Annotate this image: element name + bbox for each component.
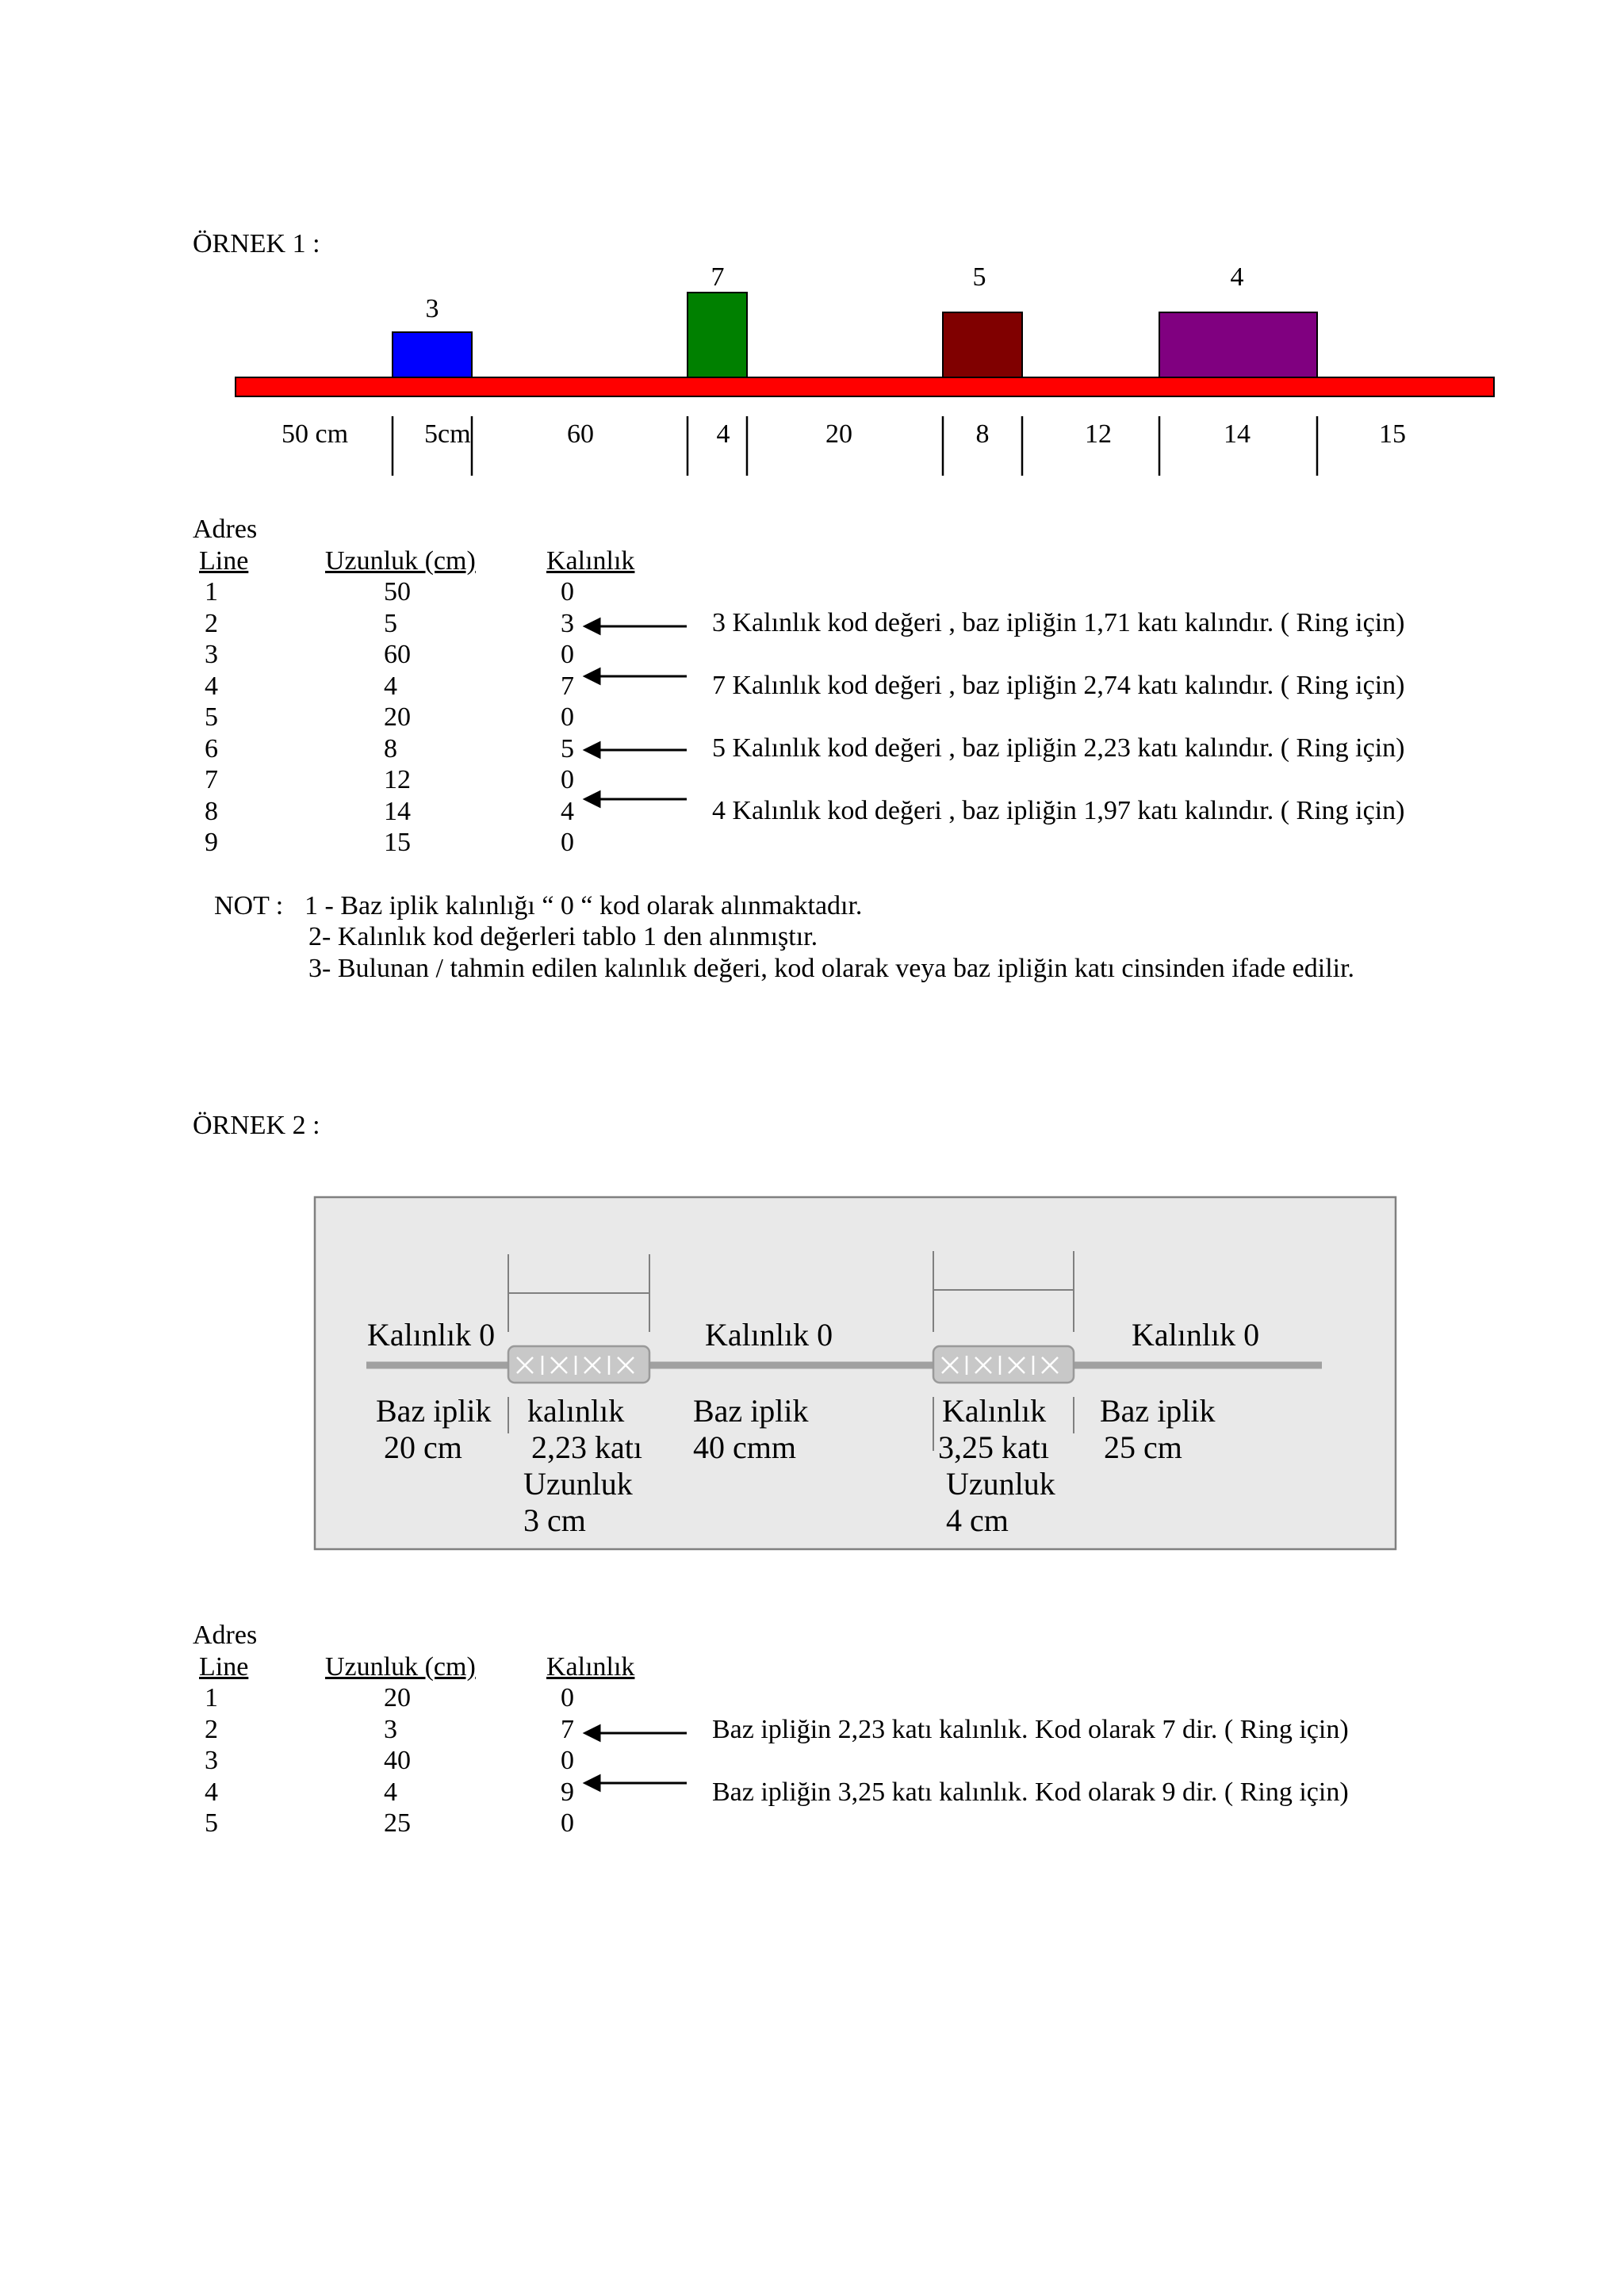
- table2-adres-label: Adres: [193, 1621, 258, 1650]
- table1-cell: 15: [384, 828, 411, 857]
- table1-cell: 9: [205, 828, 218, 857]
- segment-label-1: 50 cm: [282, 419, 349, 449]
- table1-cell: 5: [384, 608, 397, 638]
- thick-block-1: [393, 332, 472, 377]
- table2-header-thickness: Kalınlık: [546, 1652, 635, 1682]
- table1-cell: 0: [561, 828, 574, 857]
- thick2-line3: Uzunluk: [946, 1466, 1055, 1502]
- segment-label-7: 12: [1085, 419, 1112, 449]
- table2-cell: 0: [561, 1683, 574, 1712]
- note-3: 3- Bulunan / tahmin edilen kalınlık değeri, kod olarak veya baz ipliğin katı cinsinden ifade edilir.: [308, 954, 1355, 983]
- table1-annotation-1: 3 Kalınlık kod değeri , baz ipliğin 1,71 katı kalındır. ( Ring için): [712, 608, 1405, 637]
- table2-cell: 3: [384, 1714, 397, 1744]
- segment-label-4: 4: [716, 419, 730, 449]
- table1-cell: 6: [205, 733, 218, 763]
- table1-cell: 7: [205, 765, 218, 794]
- table2-cell: 0: [561, 1808, 574, 1838]
- segment-label-6: 8: [975, 419, 990, 449]
- thick-segment-2: [933, 1346, 1074, 1383]
- thickness-label-1: Kalınlık 0: [367, 1317, 496, 1353]
- table1-adres-label: Adres: [193, 515, 258, 544]
- table1-cell: 14: [384, 796, 411, 826]
- base2-line1: Baz iplik: [693, 1393, 809, 1429]
- table2-cell: 5: [205, 1808, 218, 1838]
- table1-annotation-3: 5 Kalınlık kod değeri , baz ipliğin 2,23 katı kalındır. ( Ring için): [712, 733, 1405, 763]
- base3-text: [1100, 1393, 1216, 1466]
- table2-cell: 20: [384, 1683, 411, 1712]
- block-label-2: 7: [710, 262, 725, 292]
- table2-header-length: Uzunluk (cm): [325, 1652, 476, 1682]
- segment-label-5: 20: [825, 419, 852, 449]
- table1-cell: 5: [205, 702, 218, 732]
- table1-cell: 4: [384, 671, 397, 701]
- table2-annotation-1: Baz ipliğin 2,23 katı kalınlık. Kod olarak 7 dir. ( Ring için): [712, 1715, 1349, 1744]
- table1-cell: 8: [384, 733, 397, 763]
- table1-cell: 12: [384, 765, 411, 794]
- example2-title: ÖRNEK 2 :: [193, 1111, 320, 1140]
- table2-cell: 4: [205, 1777, 218, 1807]
- thick-block-4: [1159, 312, 1317, 377]
- table1-cell: 0: [561, 577, 574, 607]
- table1-cell: 60: [384, 640, 411, 669]
- block-label-3: 5: [972, 262, 986, 292]
- table1-cell: 0: [561, 640, 574, 669]
- base1-line1: Baz iplik: [376, 1393, 492, 1429]
- thick1-text: [523, 1393, 642, 1539]
- example1-title: ÖRNEK 1 :: [193, 229, 320, 258]
- thick-block-3: [943, 312, 1022, 377]
- table2-annotation-2: Baz ipliğin 3,25 katı kalınlık. Kod olarak 9 dir. ( Ring için): [712, 1777, 1349, 1807]
- table2-cell: 2: [205, 1714, 218, 1744]
- table1-cell: 5: [561, 733, 574, 763]
- thick1-line3: Uzunluk: [523, 1466, 633, 1502]
- note-2: 2- Kalınlık kod değerleri tablo 1 den alınmıştır.: [308, 922, 818, 951]
- thickness-label-2: Kalınlık 0: [705, 1317, 833, 1353]
- table2-cell: 25: [384, 1808, 411, 1838]
- segment-label-9: 15: [1379, 419, 1406, 449]
- thick-block-2: [688, 293, 747, 377]
- segment-label-2: 5cm: [424, 419, 471, 449]
- thick-segment-1: [508, 1346, 649, 1383]
- table2-cell: 7: [561, 1714, 574, 1744]
- table1-header-thickness: Kalınlık: [546, 546, 635, 576]
- table2-cell: 9: [561, 1777, 574, 1807]
- table1-cell: 3: [561, 608, 574, 638]
- base2-line2: 40 cmm: [693, 1429, 796, 1465]
- table2-cell: 40: [384, 1746, 411, 1775]
- table1-cell: 0: [561, 702, 574, 732]
- segment-label-8: 14: [1224, 419, 1251, 449]
- base3-line1: Baz iplik: [1100, 1393, 1216, 1429]
- table2-cell: 3: [205, 1746, 218, 1775]
- base2-text: [693, 1393, 809, 1466]
- table1-cell: 1: [205, 577, 218, 607]
- table1-header-length: Uzunluk (cm): [325, 546, 476, 576]
- table2-cell: 4: [384, 1777, 397, 1807]
- note-1: 1 - Baz iplik kalınlığı “ 0 “ kod olarak alınmaktadır.: [304, 891, 863, 920]
- thick1-line1: kalınlık: [527, 1393, 625, 1429]
- thick2-line2: 3,25 katı: [938, 1429, 1049, 1465]
- thick2-line4: 4 cm: [946, 1502, 1009, 1538]
- table1-cell: 2: [205, 608, 218, 638]
- block-label-1: 3: [425, 294, 439, 323]
- base1-line2: 20 cm: [384, 1429, 462, 1465]
- table1-cell: 50: [384, 577, 411, 607]
- table1-cell: 4: [561, 796, 574, 826]
- table1-cell: 3: [205, 640, 218, 669]
- table2-header-line: Line: [199, 1652, 249, 1682]
- table1-cell: 4: [205, 671, 218, 701]
- table1-annotation-2: 7 Kalınlık kod değeri , baz ipliğin 2,74 katı kalındır. ( Ring için): [712, 671, 1405, 700]
- table2-cell: 0: [561, 1746, 574, 1775]
- yarn-bar: [236, 377, 1494, 396]
- table1-arrows: [585, 619, 687, 806]
- table2-arrows: [585, 1726, 687, 1790]
- thick2-text: [938, 1393, 1055, 1539]
- table1-cell: 0: [561, 765, 574, 794]
- table1-cell: 20: [384, 702, 411, 732]
- table2-cell: 1: [205, 1683, 218, 1712]
- table1-cell: 7: [561, 671, 574, 701]
- notes-label: NOT :: [214, 891, 284, 920]
- thickness-label-3: Kalınlık 0: [1132, 1317, 1260, 1353]
- base1-text: [376, 1393, 492, 1466]
- table1-annotation-4: 4 Kalınlık kod değeri , baz ipliğin 1,97 katı kalındır. ( Ring için): [712, 796, 1405, 825]
- segment-label-3: 60: [567, 419, 594, 449]
- example2-panel: [315, 1197, 1396, 1549]
- base3-line2: 25 cm: [1104, 1429, 1182, 1465]
- thick1-line2: 2,23 katı: [531, 1429, 642, 1465]
- block-label-4: 4: [1230, 262, 1244, 292]
- table1-cell: 8: [205, 796, 218, 826]
- thick2-line1: Kalınlık: [942, 1393, 1047, 1429]
- thick1-line4: 3 cm: [523, 1502, 586, 1538]
- table1-header-line: Line: [199, 546, 249, 576]
